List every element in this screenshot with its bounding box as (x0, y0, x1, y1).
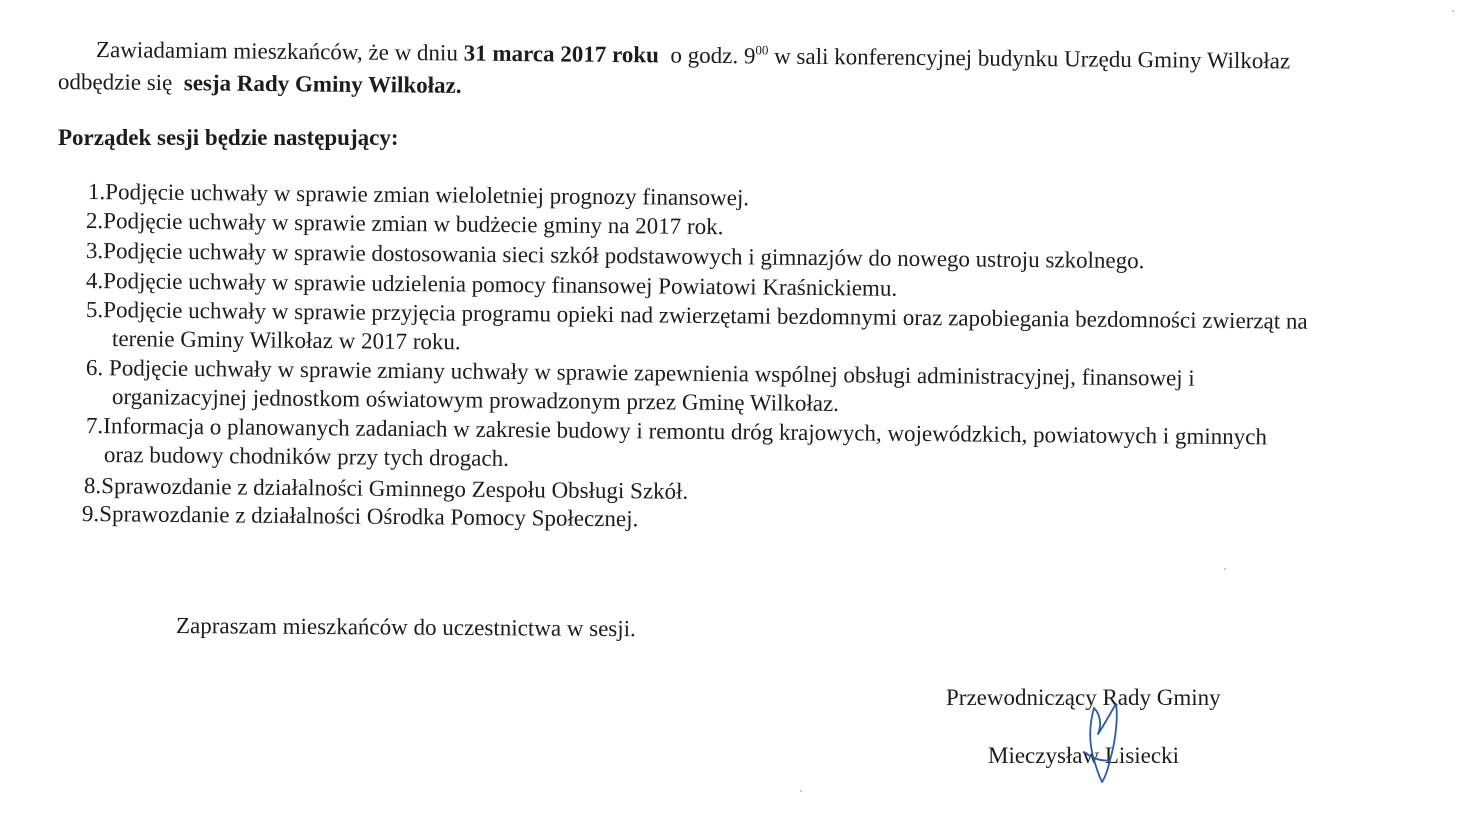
agenda-heading: Porządek sesji będzie następujący: (58, 125, 399, 150)
invitation-text: Zapraszam mieszkańców do uczestnictwa w sesji. (175, 613, 636, 642)
scan-speck (1452, 10, 1454, 12)
scan-speck (800, 790, 802, 792)
agenda-item-5-line-2: terenie Gminy Wilkołaz w 2017 roku. (111, 326, 461, 355)
intro-text-line2: odbędzie się (57, 69, 179, 96)
agenda-item-8: 8.Sprawozdanie z działalności Gminnego Zespołu Obsługi Szkół. (83, 473, 689, 504)
agenda-item-3: 3.Podjęcie uchwały w sprawie dostosowania sieci szkół podstawowych i gimnazjów do nowego ustroju szkolnego. (85, 238, 1145, 274)
agenda-item-5-line-1: 5.Podjęcie uchwały w sprawie przyjęcia programu opieki nad zwierzętami bezdomnymi oraz zapobiegania bezdomności zwierząt na (85, 297, 1308, 334)
scan-speck (1224, 568, 1226, 570)
intro-text-end: w sali konferencyjnej budynku Urzędu Gminy Wilkołaz (768, 43, 1291, 74)
intro-time-minutes: 00 (755, 42, 769, 58)
session-name: sesja Rady Gminy Wilkołaz. (183, 70, 462, 98)
intro-line-2 (58, 68, 462, 100)
session-date: 31 marca 2017 roku (463, 40, 660, 68)
agenda-item-6-line-2: organizacyjnej jednostkom oświatowym prowadzonym przez Gminę Wilkołaz. (111, 384, 840, 416)
intro-time-text: o godz. 9 (670, 42, 756, 69)
signature-name: Mieczysław Lisiecki (988, 743, 1179, 768)
intro-text-start: Zawiadamiam mieszkańców, że w dniu (95, 37, 464, 66)
handwritten-signature (1072, 700, 1132, 786)
agenda-item-6-line-1: 6. Podjęcie uchwały w sprawie zmiany uchwały w sprawie zapewnienia wspólnej obsługi administracyjnej, finansowej i (85, 355, 1195, 391)
agenda-item-7-line-1: 7.Informacja o planowanych zadaniach w zakresie budowy i remontu dróg krajowych, wojewódzkich, powiatowych i gminnych (85, 413, 1268, 450)
agenda-item-2: 2.Podjęcie uchwały w sprawie zmian w budżecie gminy na 2017 rok. (85, 208, 724, 240)
agenda-item-9: 9.Sprawozdanie z działalności Ośrodka Pomocy Społecznej. (81, 501, 639, 532)
agenda-item-1: 1.Podjęcie uchwały w sprawie zmian wieloletniej prognozy finansowej. (87, 179, 750, 211)
agenda-item-4: 4.Podjęcie uchwały w sprawie udzielenia pomocy finansowej Powiatowi Kraśnickiemu. (85, 268, 898, 301)
signature-title: Przewodniczący Rady Gminy (946, 685, 1221, 710)
agenda-item-7-line-2: oraz budowy chodników przy tych drogach. (103, 442, 510, 471)
